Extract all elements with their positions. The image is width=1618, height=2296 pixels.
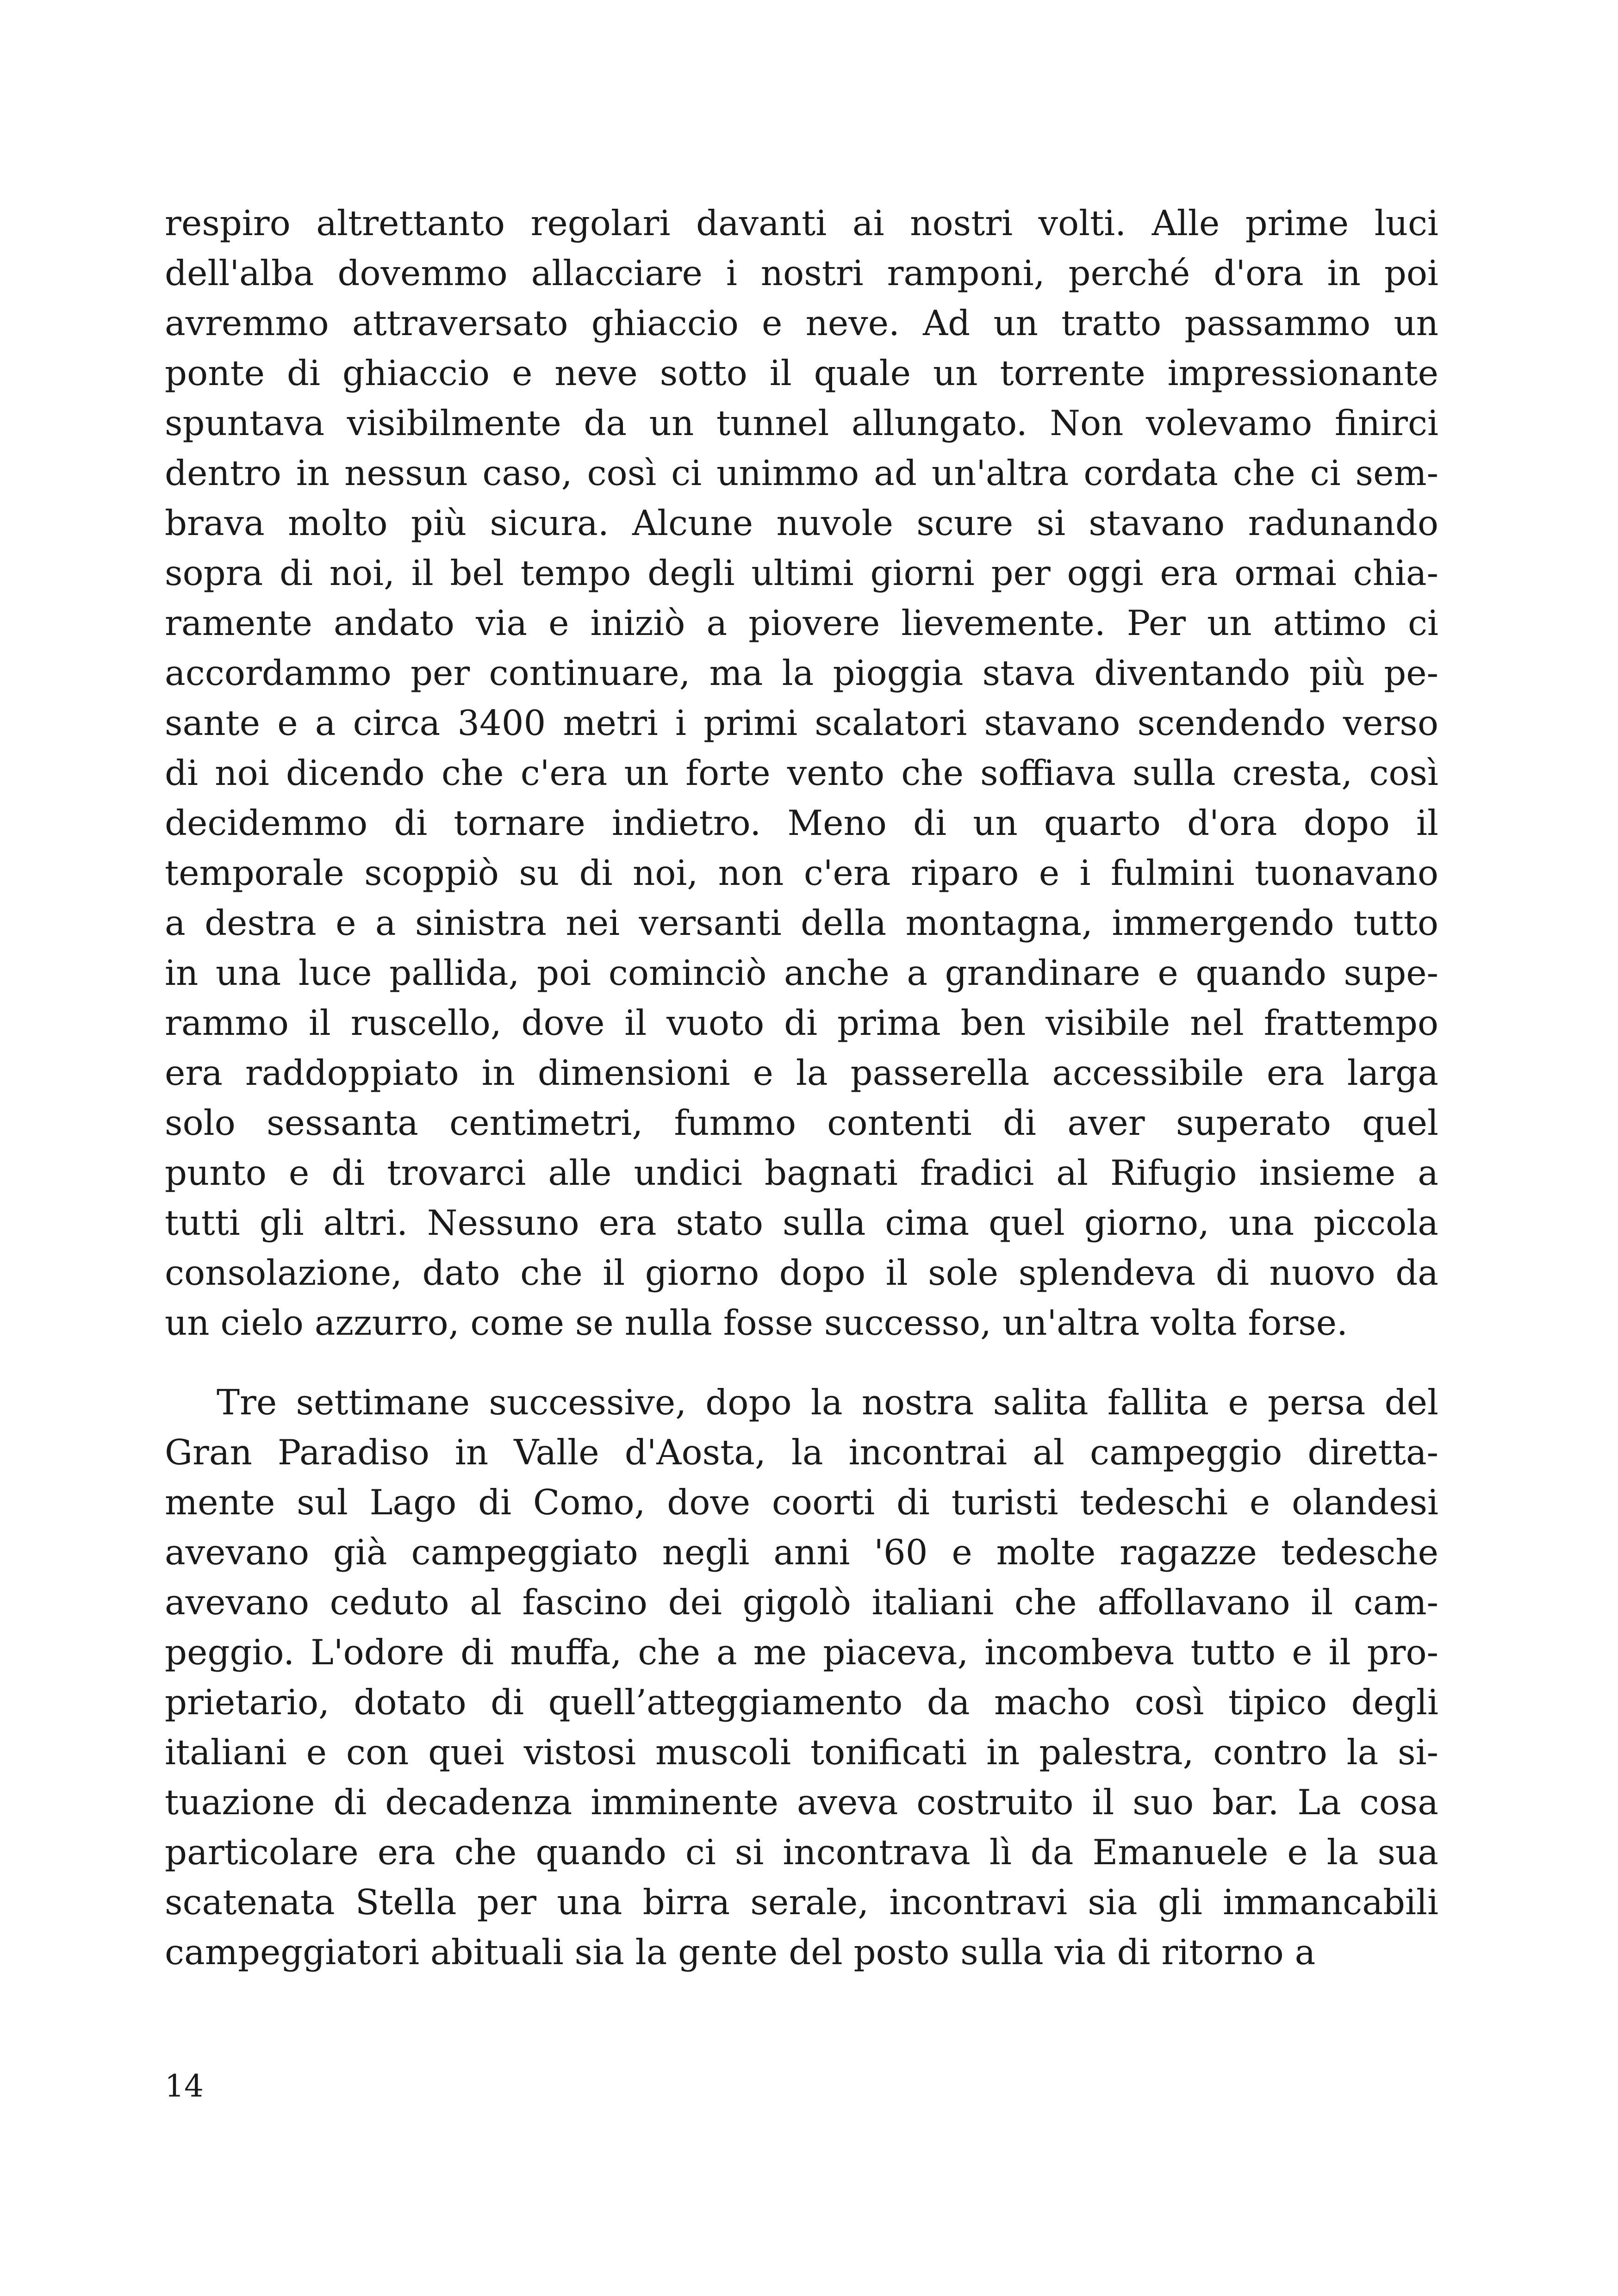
text-line: sante e a circa 3400 metri i primi scalatori stavano scendendo verso [165, 703, 1438, 743]
text-line: accordammo per continuare, ma la pioggia stava diventando più pe- [165, 653, 1438, 693]
paragraph-gap [165, 1348, 1438, 1377]
text-line: prietario, dotato di quell’atteggiamento da macho così tipico degli [165, 1682, 1438, 1723]
page-number: 14 [165, 2068, 204, 2104]
text-line: dell'alba dovemmo allacciare i nostri ramponi, perché d'ora in poi [165, 253, 1438, 293]
text-line: consolazione, dato che il giorno dopo il sole splendeva di nuovo da [165, 1252, 1438, 1293]
text-line: era raddoppiato in dimensioni e la passerella accessibile era larga [165, 1052, 1438, 1093]
body-text [165, 198, 1438, 1977]
text-line: italiani e con quei vistosi muscoli tonificati in palestra, contro la si- [165, 1732, 1438, 1773]
text-line: scatenata Stella per una birra serale, incontravi sia gli immancabili [165, 1882, 1438, 1923]
text-line: ponte di ghiaccio e neve sotto il quale un torrente impressionante [165, 353, 1438, 393]
paragraph [165, 1377, 1438, 1977]
text-line: temporale scoppiò su di noi, non c'era riparo e i fulmini tuonavano [165, 852, 1438, 893]
text-line: avremmo attraversato ghiaccio e neve. Ad un tratto passammo un [165, 303, 1438, 343]
text-line: ramente andato via e iniziò a piovere lievemente. Per un attimo ci [165, 603, 1438, 643]
text-line: sopra di noi, il bel tempo degli ultimi giorni per oggi era ormai chia- [165, 553, 1438, 593]
text-line: peggio. L'odore di muffa, che a me piaceva, incombeva tutto e il pro- [165, 1632, 1438, 1673]
text-line: Tre settimane successive, dopo la nostra salita fallita e persa del [217, 1382, 1438, 1423]
text-line: Gran Paradiso in Valle d'Aosta, la incontrai al campeggio diretta- [165, 1432, 1438, 1473]
text-line: dentro in nessun caso, così ci unimmo ad un'altra cordata che ci sem- [165, 453, 1438, 493]
text-line: a destra e a sinistra nei versanti della montagna, immergendo tutto [165, 902, 1438, 943]
text-line: particolare era che quando ci si incontrava lì da Emanuele e la sua [165, 1832, 1438, 1873]
text-line: solo sessanta centimetri, fummo contenti di aver superato quel [165, 1102, 1438, 1143]
text-line: un cielo azzurro, come se nulla fosse successo, un'altra volta forse. [165, 1302, 1348, 1343]
text-line: tutti gli altri. Nessuno era stato sulla cima quel giorno, una piccola [165, 1202, 1438, 1243]
text-line: respiro altrettanto regolari davanti ai nostri volti. Alle prime luci [165, 203, 1438, 243]
text-line: avevano ceduto al fascino dei gigolò italiani che affollavano il cam- [165, 1582, 1438, 1623]
text-line: tuazione di decadenza imminente aveva costruito il suo bar. La cosa [165, 1782, 1438, 1823]
text-line: di noi dicendo che c'era un forte vento che soffiava sulla cresta, così [165, 753, 1438, 793]
text-line: punto e di trovarci alle undici bagnati fradici al Rifugio insieme a [165, 1152, 1438, 1193]
text-line: campeggiatori abituali sia la gente del posto sulla via di ritorno a [165, 1932, 1316, 1972]
text-line: brava molto più sicura. Alcune nuvole scure si stavano radunando [165, 503, 1438, 543]
text-line: spuntava visibilmente da un tunnel allungato. Non volevamo finirci [165, 403, 1438, 443]
paragraph [165, 198, 1438, 1348]
text-line: avevano già campeggiato negli anni '60 e molte ragazze tedesche [165, 1532, 1438, 1573]
text-line: decidemmo di tornare indietro. Meno di un quarto d'ora dopo il [165, 803, 1438, 843]
text-line: in una luce pallida, poi cominciò anche a grandinare e quando supe- [165, 952, 1438, 993]
text-line: mente sul Lago di Como, dove coorti di turisti tedeschi e olandesi [165, 1482, 1438, 1523]
text-line: rammo il ruscello, dove il vuoto di prima ben visibile nel frattempo [165, 1002, 1438, 1043]
